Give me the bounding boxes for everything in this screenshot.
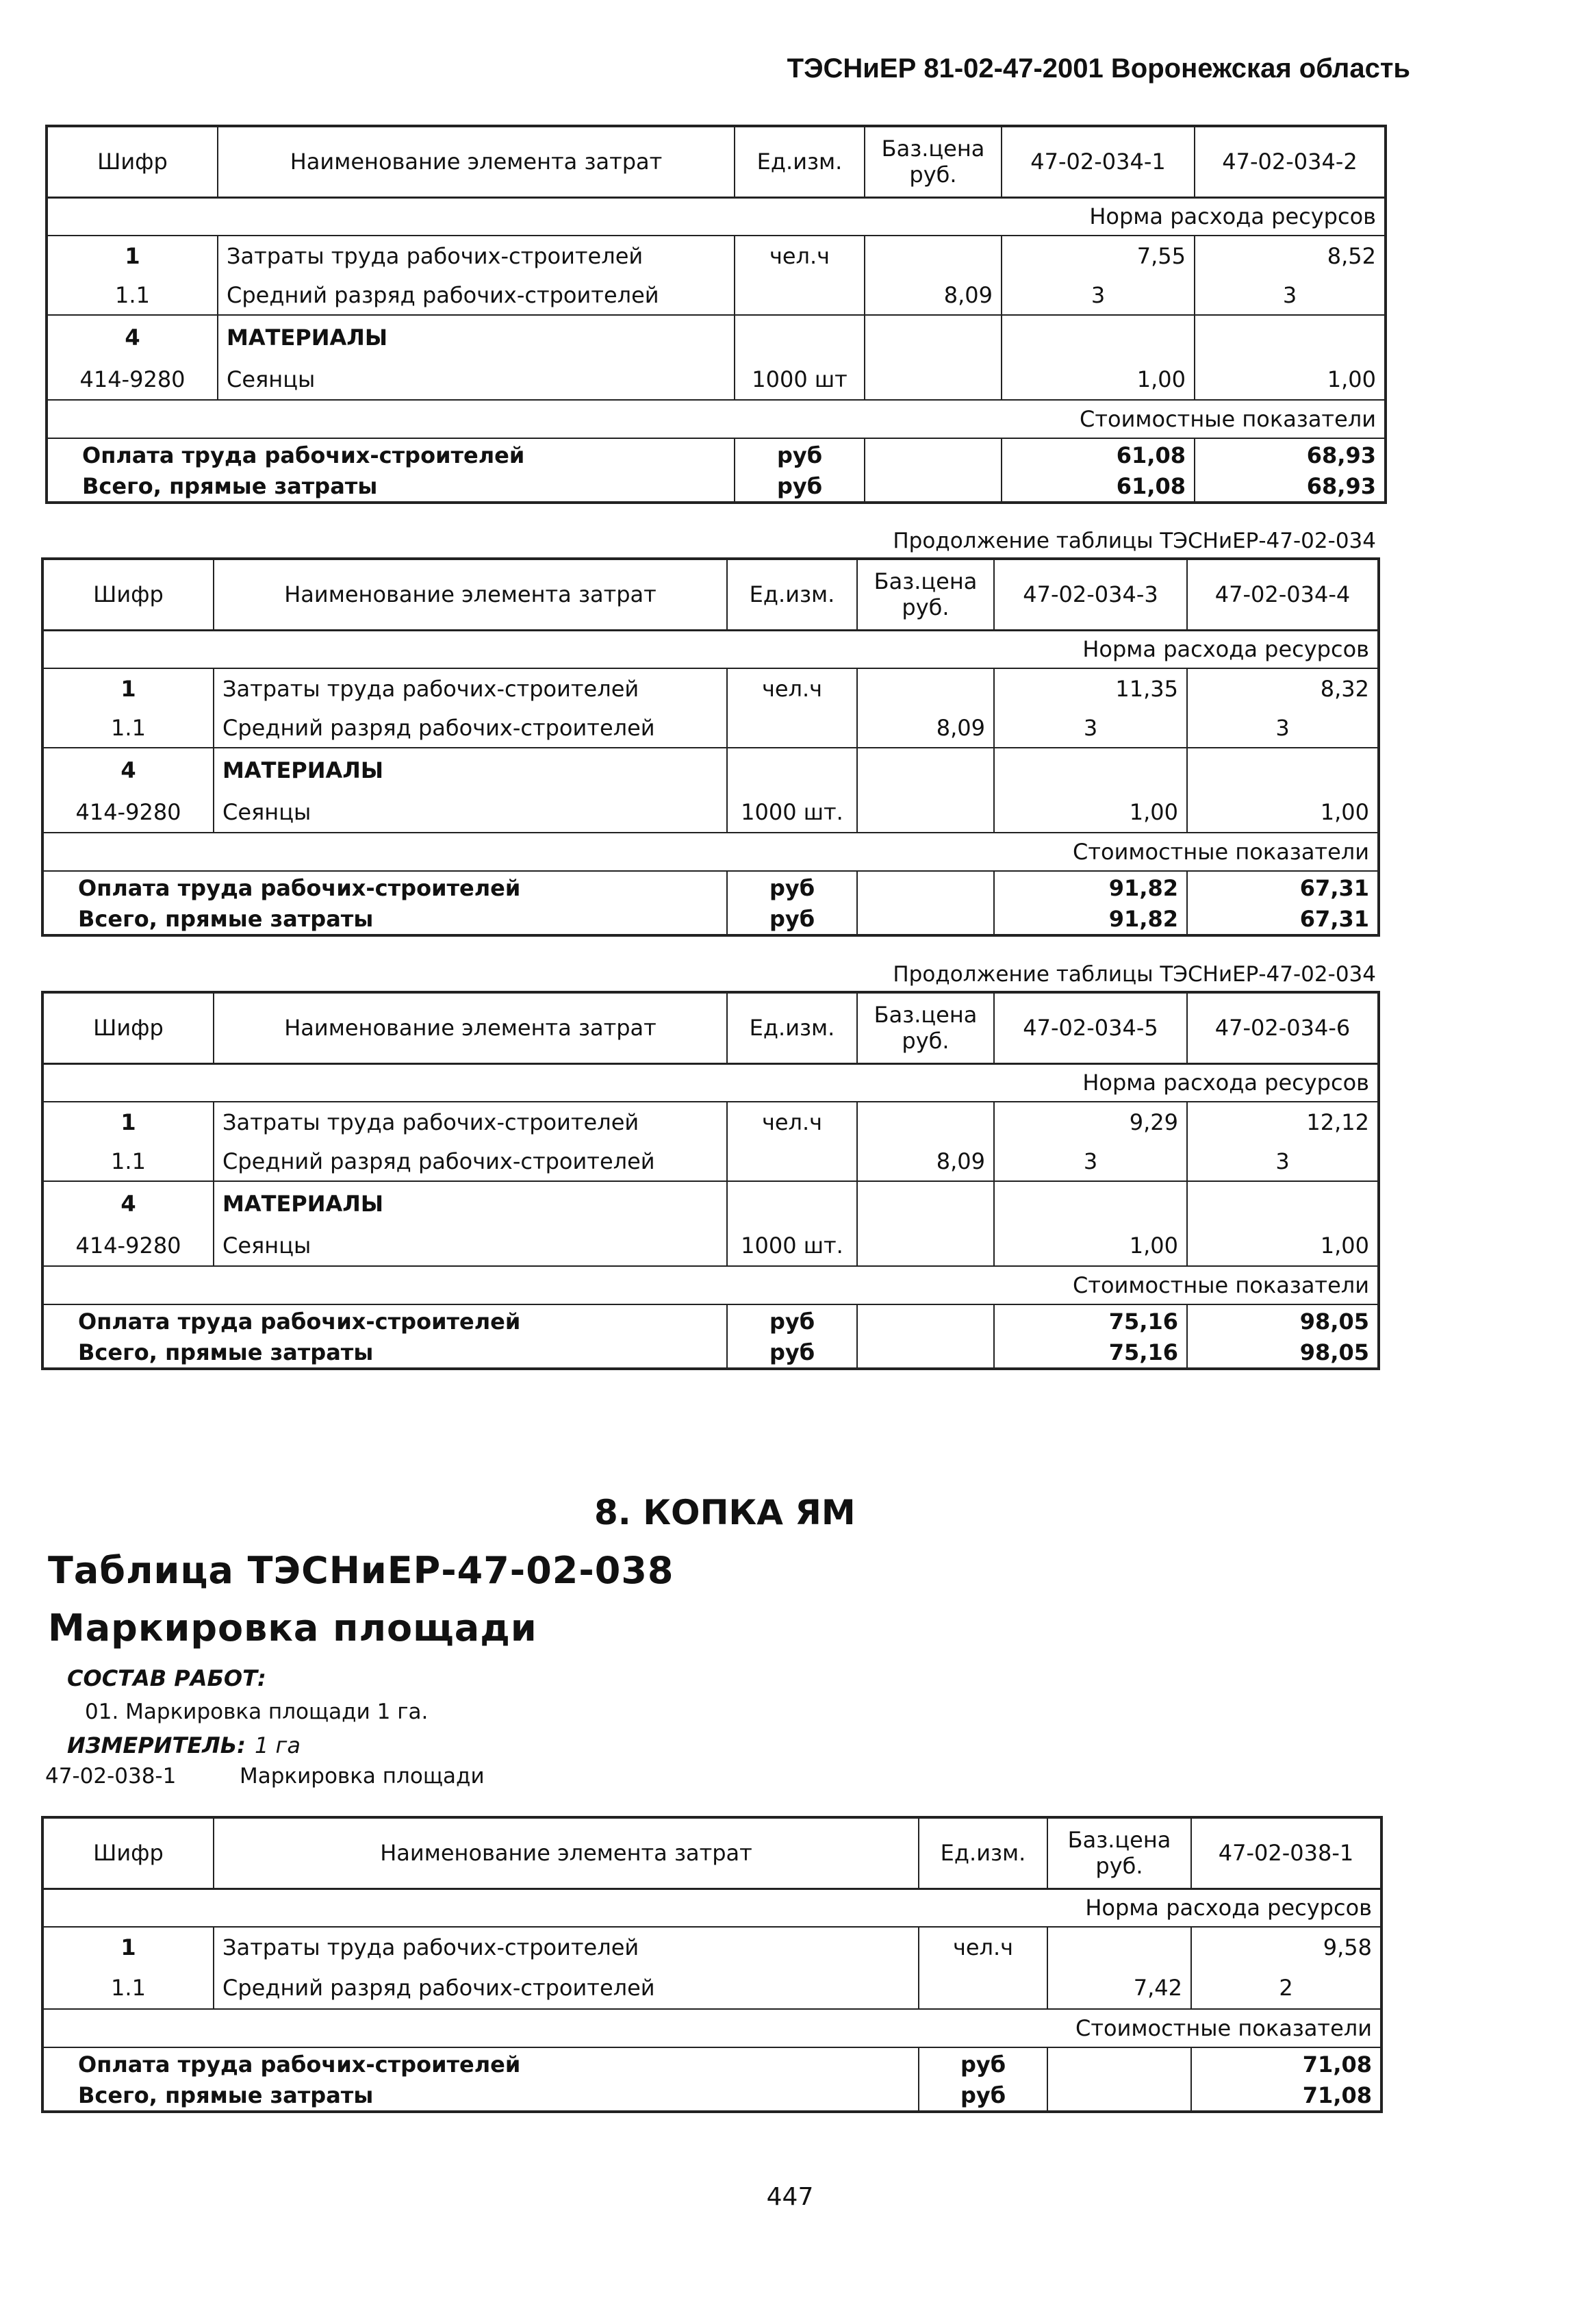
col-price-header: Баз.цена руб. [865,126,1002,197]
table-row: 4 МАТЕРИАЛЫ [42,1181,1379,1225]
meter-value: 1 га [255,1732,301,1758]
estimate-table-4: Шифр Наименование элемента затрат Ед.изм. Баз.цена руб. 47-02-038-1 Норма расхода ресурсов 1 Затраты труда рабочих-строителей чел.ч 9,58 1.1 Средний разряд рабочих-строителей 7,42 2 Стоимостные показатели Оплата труда рабочих-строителей руб 71,08 Всего, прямые затраты руб 71,08 [41,1816,1383,2113]
col-resource-code-1: 47-02-034-1 [1002,126,1195,197]
table-row: 4 МАТЕРИАЛЫ [47,315,1386,359]
table-row: 4 МАТЕРИАЛЫ [42,748,1379,792]
estimate-table-2: Шифр Наименование элемента затрат Ед.изм. Баз.цена руб. 47-02-034-3 47-02-034-4 Норма расхода ресурсов 1 Затраты труда рабочих-строителей чел.ч 11,35 8,32 1.1 Средний разряд рабочих-строителей 8,09 3 3 4 МАТЕРИАЛЫ 414-9280 Сеянцы 1000 шт. 1,00 1,00 Стоимостные показатели Оплата труда рабочих-строителей руб 91,82 67,31 Всего, прямые затраты руб 91,82 67,31 [41,557,1380,937]
work-item: 01. Маркировка площади 1 га. [85,1700,429,1724]
total-row: Оплата труда рабочих-строителей руб 75,16 98,05 [42,1304,1379,1337]
table-title: Таблица ТЭСНиЕР-47-02-038 [48,1549,674,1592]
table-row: 414-9280 Сеянцы 1000 шт. 1,00 1,00 [42,792,1379,833]
table-row: 414-9280 Сеянцы 1000 шт 1,00 1,00 [47,359,1386,400]
table-row: 1 Затраты труда рабочих-строителей чел.ч 11,35 8,32 [42,668,1379,708]
total-row: Оплата труда рабочих-строителей руб 61,08 68,93 [47,438,1386,471]
document-header: ТЭСНиЕР 81-02-47-2001 Воронежская область [787,53,1410,84]
table-row: 1.1 Средний разряд рабочих-строителей 7,42 2 [42,1967,1381,2009]
table-row: 1.1 Средний разряд рабочих-строителей 8,09 3 3 [42,708,1379,748]
table-row: 1 Затраты труда рабочих-строителей чел.ч 7,55 8,52 [47,236,1386,275]
table-header-row: Шифр Наименование элемента затрат Ед.изм. Баз.цена руб. 47-02-038-1 [42,1817,1381,1889]
estimate-table-1 [45,125,1387,504]
total-row: Всего, прямые затраты руб 91,82 67,31 [42,904,1379,935]
total-row: Всего, прямые затраты руб 75,16 98,05 [42,1337,1379,1369]
table-header-row [47,126,1386,197]
norms-section-label: Норма расхода ресурсов [47,197,1386,236]
continuation-label: Продолжение таблицы ТЭСНиЕР-47-02-034 [893,962,1376,987]
col-name-header: Наименование элемента затрат [218,126,735,197]
total-row: Оплата труда рабочих-строителей руб 91,82 67,31 [42,871,1379,904]
work-composition-label: СОСТАВ РАБОТ: [67,1665,266,1691]
table-subtitle: Маркировка площади [48,1606,537,1650]
table-header-row: Шифр Наименование элемента затрат Ед.изм. Баз.цена руб. 47-02-034-3 47-02-034-4 [42,559,1379,630]
table-row: 414-9280 Сеянцы 1000 шт. 1,00 1,00 [42,1225,1379,1266]
total-row: Всего, прямые затраты руб 61,08 68,93 [47,471,1386,503]
table-row: 1.1 Средний разряд рабочих-строителей 8,09 3 3 [47,275,1386,315]
estimate-table-3: Шифр Наименование элемента затрат Ед.изм. Баз.цена руб. 47-02-034-5 47-02-034-6 Норма расхода ресурсов 1 Затраты труда рабочих-строителей чел.ч 9,29 12,12 1.1 Средний разряд рабочих-строителей 8,09 3 3 4 МАТЕРИАЛЫ 414-9280 Сеянцы 1000 шт. 1,00 1,00 Стоимостные показатели Оплата труда рабочих-строителей руб 75,16 98,05 Всего, прямые затраты руб 75,16 98,05 [41,991,1380,1370]
col-resource-code-2: 47-02-034-2 [1195,126,1386,197]
col-unit-header: Ед.изм. [735,126,865,197]
total-row: Всего, прямые затраты руб 71,08 [42,2080,1381,2112]
continuation-label: Продолжение таблицы ТЭСНиЕР-47-02-034 [893,529,1376,553]
table-header-row: Шифр Наименование элемента затрат Ед.изм. Баз.цена руб. 47-02-034-5 47-02-034-6 [42,992,1379,1063]
item-code: 47-02-038-1 [45,1764,177,1789]
meter-label: ИЗМЕРИТЕЛЬ: [67,1732,246,1758]
item-name: Маркировка площади [240,1764,485,1789]
table-row: 1.1 Средний разряд рабочих-строителей 8,09 3 3 [42,1141,1379,1181]
col-code-header: Шифр [47,126,218,197]
costs-section-label: Стоимостные показатели [47,400,1386,438]
total-row: Оплата труда рабочих-строителей руб 71,08 [42,2047,1381,2080]
table-row: 1 Затраты труда рабочих-строителей чел.ч 9,29 12,12 [42,1102,1379,1141]
section-heading: 8. КОПКА ЯМ [594,1493,856,1532]
table-row: 1 Затраты труда рабочих-строителей чел.ч 9,58 [42,1927,1381,1967]
page-number: 447 [766,2183,814,2211]
